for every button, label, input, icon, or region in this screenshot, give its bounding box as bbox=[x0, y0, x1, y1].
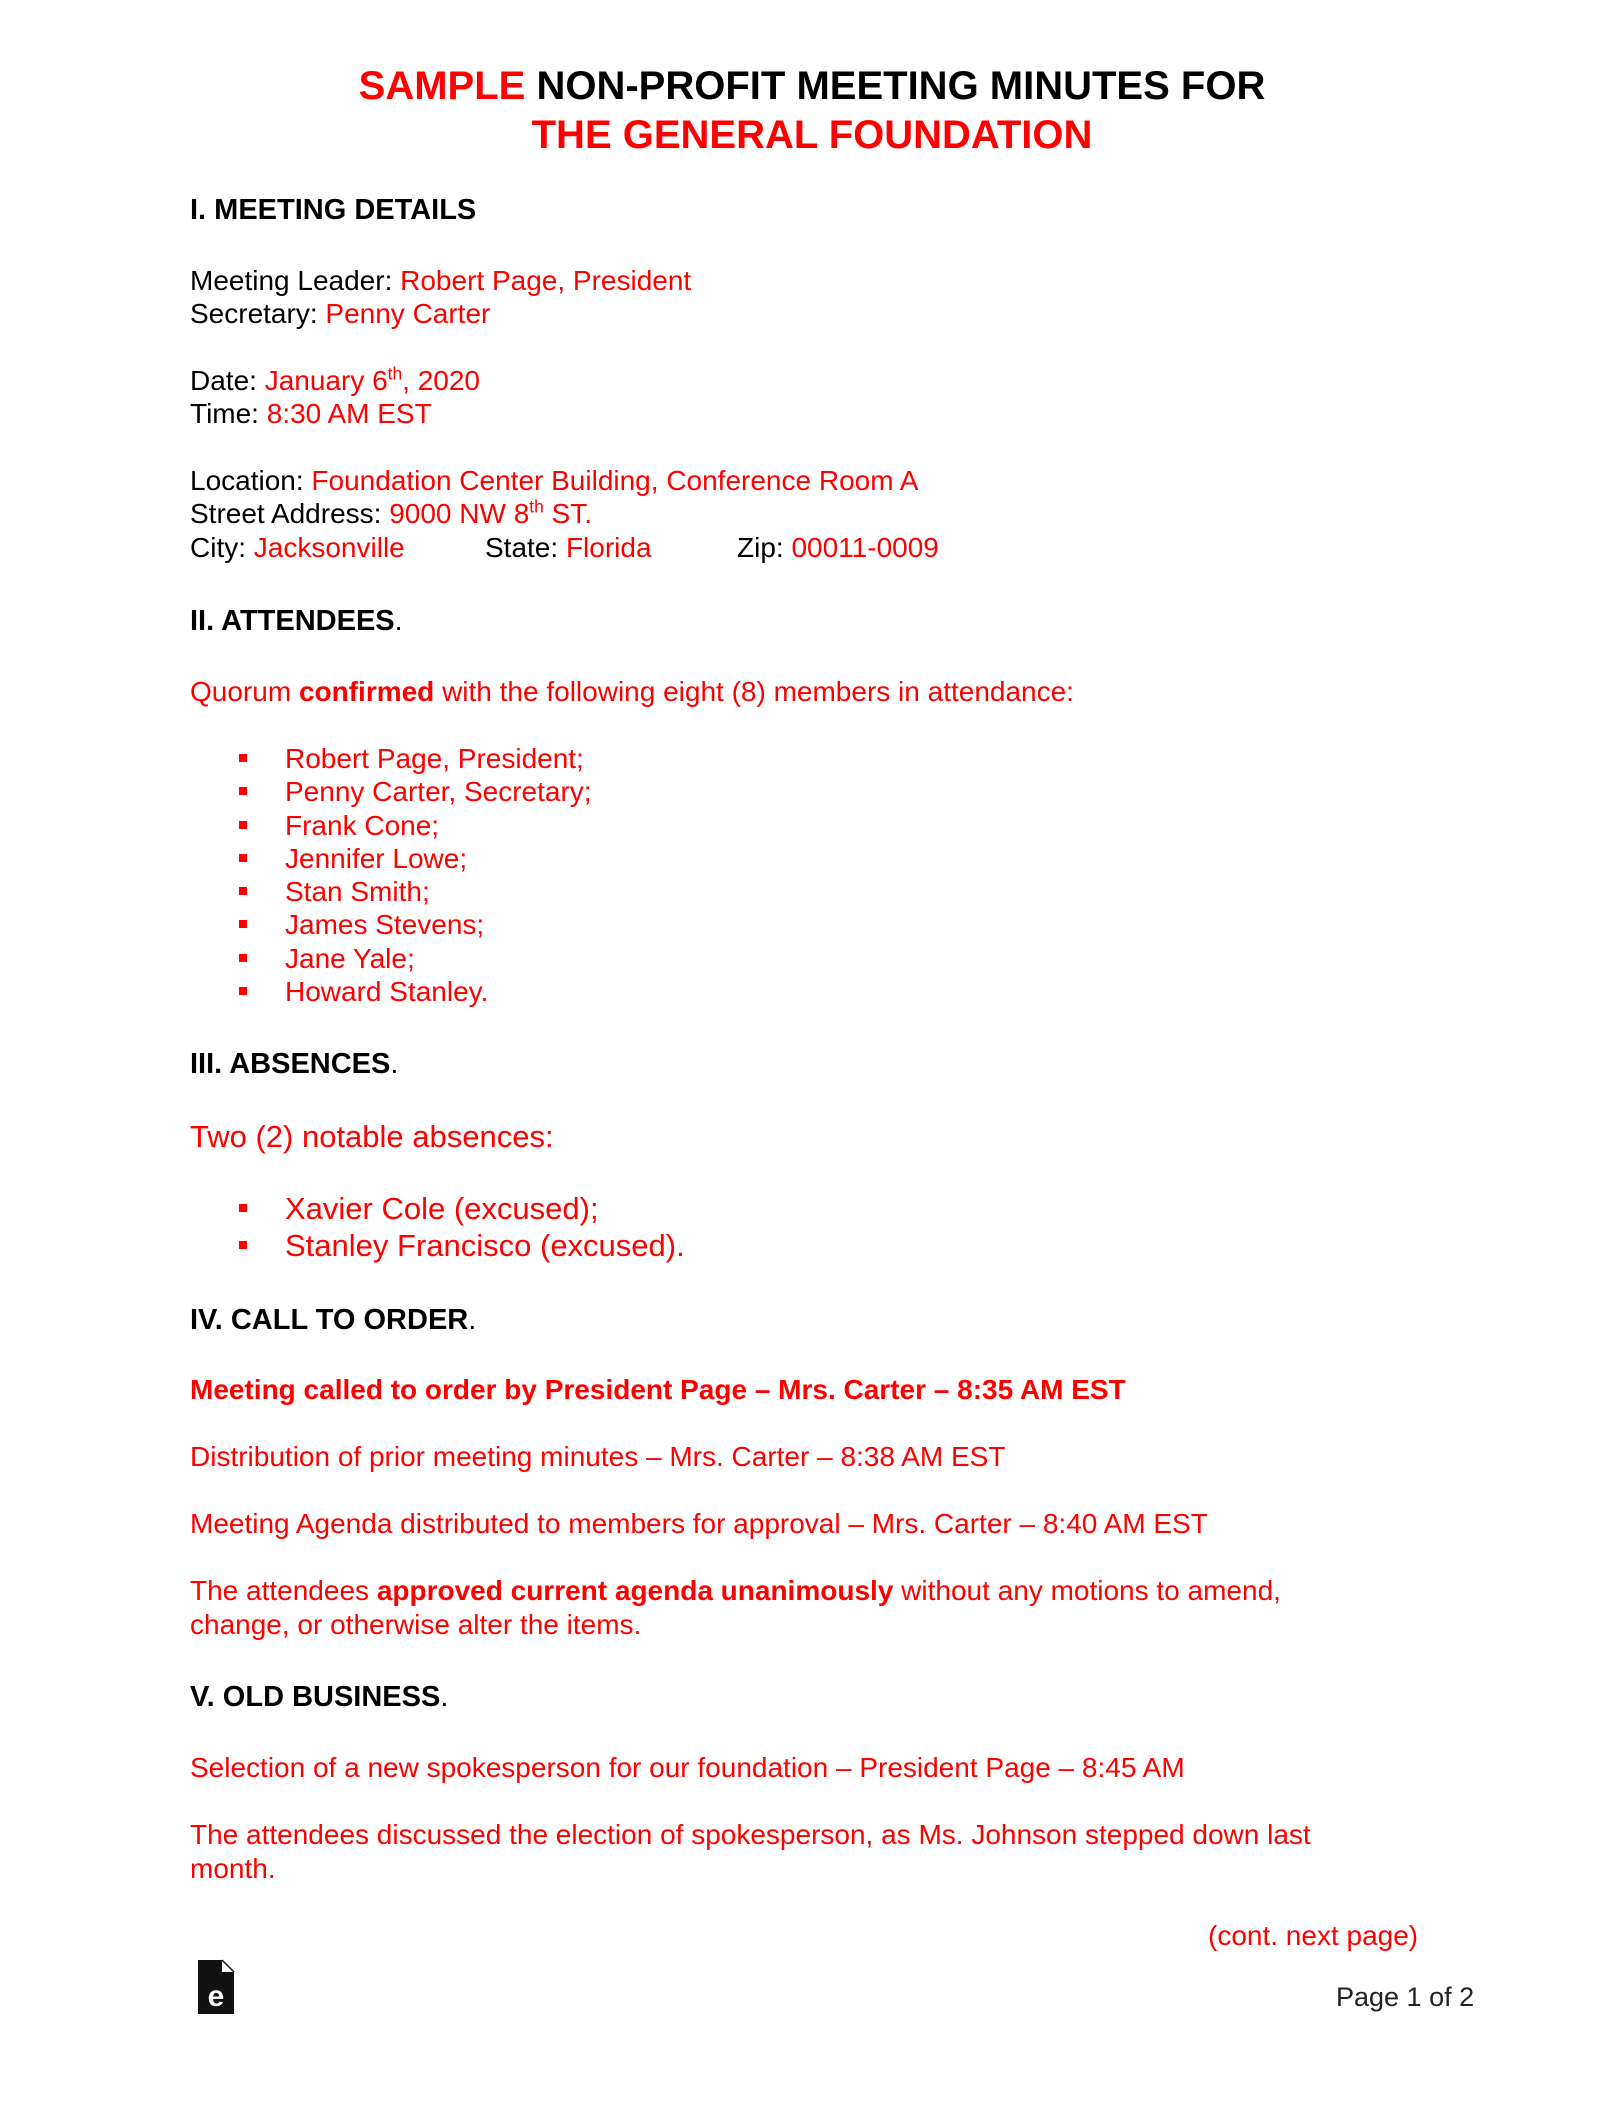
location-label: Location: bbox=[190, 465, 312, 496]
state-field bbox=[485, 531, 652, 565]
zip-field bbox=[737, 531, 939, 565]
section-heading-meeting-details: I. MEETING DETAILS bbox=[190, 194, 477, 226]
agenda-line: Meeting Agenda distributed to members for approval – Mrs. Carter – 8:40 AM EST bbox=[190, 1508, 1208, 1539]
time-label: Time: bbox=[190, 398, 267, 429]
page-title bbox=[0, 62, 1624, 160]
spokesperson-line: Selection of a new spokesperson for our foundation – President Page – 8:45 AM bbox=[190, 1752, 1185, 1783]
secretary-field bbox=[190, 297, 490, 331]
section-heading-call-to-order: IV. CALL TO ORDER. bbox=[190, 1304, 477, 1336]
title-sample: SAMPLE bbox=[358, 64, 526, 108]
svg-text:e: e bbox=[207, 1980, 225, 2013]
city-label: City: bbox=[190, 532, 254, 563]
list-item: Penny Carter, Secretary; bbox=[190, 775, 592, 808]
list-item: Stanley Francisco (excused). bbox=[190, 1227, 685, 1264]
date-label: Date: bbox=[190, 365, 265, 396]
list-item: Jane Yale; bbox=[190, 942, 592, 975]
list-item: James Stevens; bbox=[190, 908, 592, 941]
street-address-field bbox=[190, 497, 592, 531]
meeting-leader-field bbox=[190, 264, 691, 298]
title-rest: NON-PROFIT MEETING MINUTES FOR bbox=[536, 64, 1266, 108]
attendees-list bbox=[190, 742, 592, 1008]
continued-note: (cont. next page) bbox=[1208, 1920, 1419, 1951]
location-value: Foundation Center Building, Conference Room A bbox=[311, 465, 919, 496]
date-field bbox=[190, 364, 480, 398]
title-line2: THE GENERAL FOUNDATION bbox=[531, 113, 1093, 157]
state-label: State: bbox=[485, 532, 566, 563]
street-label: Street Address: bbox=[190, 498, 390, 529]
list-item: Howard Stanley. bbox=[190, 975, 592, 1008]
secretary-label: Secretary: bbox=[190, 298, 326, 329]
location-field bbox=[190, 464, 918, 498]
absences-intro: Two (2) notable absences: bbox=[190, 1119, 554, 1154]
time-field bbox=[190, 397, 432, 431]
call-to-order-line: Meeting called to order by President Page – Mrs. Carter – 8:35 AM EST bbox=[190, 1374, 1126, 1405]
city-field bbox=[190, 531, 405, 565]
list-item: Frank Cone; bbox=[190, 809, 592, 842]
eforms-logo-icon bbox=[196, 1958, 236, 2016]
city-value: Jacksonville bbox=[253, 532, 405, 563]
street-value: 9000 NW 8th ST. bbox=[389, 496, 593, 529]
section-heading-old-business: V. OLD BUSINESS. bbox=[190, 1681, 449, 1713]
zip-label: Zip: bbox=[737, 532, 792, 563]
agenda-approval-paragraph: The attendees approved current agenda unanimously without any motions to amend, change, or otherwise alter the items. bbox=[190, 1575, 1281, 1640]
meeting-leader-label: Meeting Leader: bbox=[190, 265, 401, 296]
meeting-leader-value: Robert Page, President bbox=[400, 265, 692, 296]
spokesperson-paragraph: The attendees discussed the election of spokesperson, as Ms. Johnson stepped down last month. bbox=[190, 1819, 1311, 1884]
distribution-line: Distribution of prior meeting minutes – Mrs. Carter – 8:38 AM EST bbox=[190, 1441, 1006, 1472]
secretary-value: Penny Carter bbox=[325, 298, 491, 329]
zip-value: 00011-0009 bbox=[791, 532, 939, 563]
date-value: January 6th, 2020 bbox=[264, 363, 481, 396]
attendees-intro: Quorum confirmed with the following eight (8) members in attendance: bbox=[190, 676, 1074, 707]
list-item: Robert Page, President; bbox=[190, 742, 592, 775]
time-value: 8:30 AM EST bbox=[266, 398, 432, 429]
section-heading-absences: III. ABSENCES. bbox=[190, 1048, 399, 1080]
absences-list bbox=[190, 1190, 685, 1264]
section-heading-attendees: II. ATTENDEES. bbox=[190, 605, 403, 637]
list-item: Jennifer Lowe; bbox=[190, 842, 592, 875]
list-item: Stan Smith; bbox=[190, 875, 592, 908]
list-item: Xavier Cole (excused); bbox=[190, 1190, 685, 1227]
state-value: Florida bbox=[565, 532, 652, 563]
page-number: Page 1 of 2 bbox=[1336, 1982, 1475, 2012]
